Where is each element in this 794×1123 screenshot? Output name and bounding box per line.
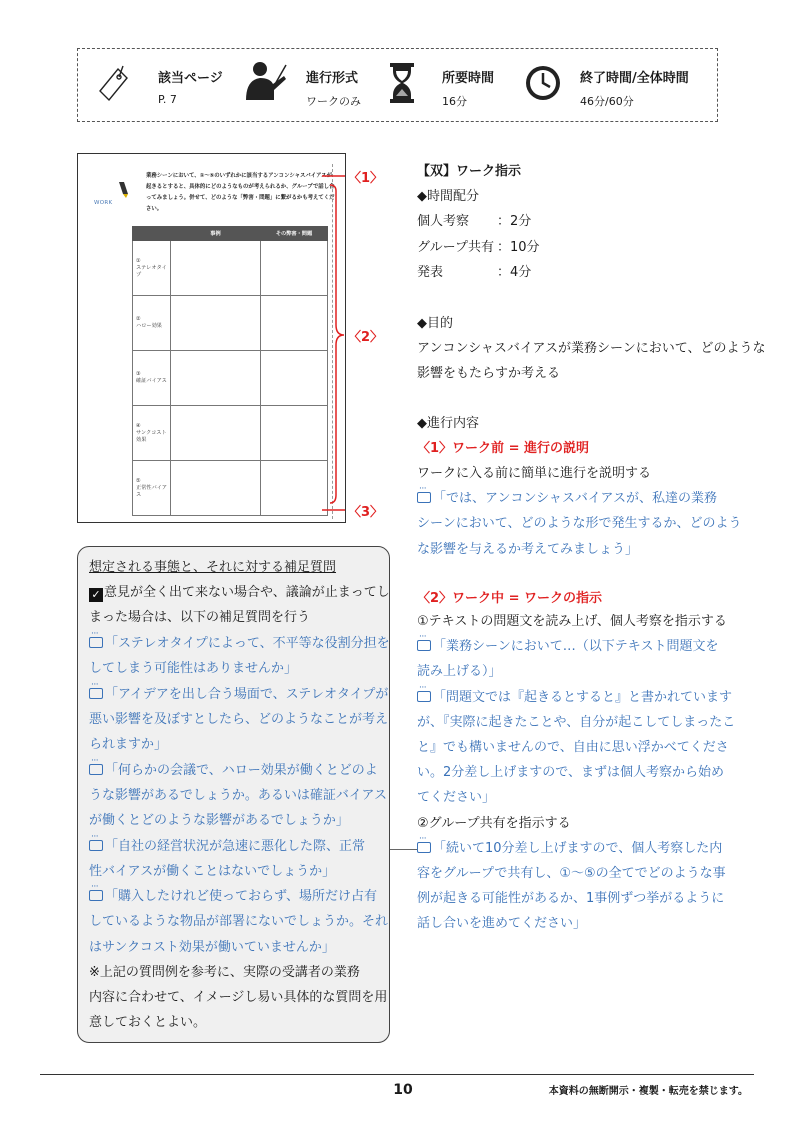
script-line: 話し合いを進めてください」: [417, 916, 587, 931]
row-number: ⑤: [136, 477, 141, 484]
row-number: ②: [136, 316, 141, 322]
script-line: てください」: [417, 790, 496, 805]
row-bias-name: 確証バイアス: [136, 378, 167, 384]
purpose-heading: ◆目的: [417, 316, 453, 331]
end-time-value: 46分/60分: [580, 95, 634, 108]
speech-bubble-icon: [89, 840, 103, 851]
script-line: シーンにおいて、どのような形で発生するか、どのよう: [417, 516, 742, 531]
script-line: ···「問題文では『起きるとすると』と書かれています: [417, 685, 727, 710]
step-bracket-graphic: [320, 165, 360, 525]
time-allocation-heading: ◆時間配分: [417, 189, 479, 204]
question-line: しているような物品が部署にないでしょうか。それ: [89, 914, 389, 929]
step1-heading: 〈1〉ワーク前 = 進行の説明: [417, 441, 589, 456]
speech-bubble-icon: [89, 890, 103, 901]
speech-bubble-icon: [417, 842, 431, 853]
footer-divider: [40, 1074, 754, 1075]
script-line: と』でも構いませんので、自由に思い浮かべてくださ: [417, 740, 729, 755]
question-line: はサンクコスト効果が働いていませんか」: [89, 940, 335, 955]
work-pen-icon: [116, 180, 132, 200]
table-header: [133, 227, 171, 241]
work-instruction-title: 【双】ワーク指示: [417, 164, 522, 179]
page-number: 10: [393, 1082, 413, 1098]
hourglass-icon: [388, 63, 416, 103]
question-line: ···「購入したけれど使っておらず、場所だけ占有: [89, 884, 389, 909]
table-row: [133, 461, 328, 516]
purpose-text: 影響をもたらすか考える: [417, 366, 561, 381]
question-line: 悪い影響を及ぼすとしたら、どのようなことが考え: [89, 712, 389, 727]
time-row-label: 発表: [417, 265, 444, 280]
question-line: ···「ステレオタイプによって、不平等な役割分担を: [89, 631, 389, 656]
time-row-value: ：4分: [497, 265, 532, 280]
script-line: 例が起きる可能性があるか、1事例ずつ挙がるように: [417, 891, 725, 906]
script-line: ···「では、アンコンシャスバイアスが、私達の業務: [417, 486, 727, 511]
table-row: [133, 406, 328, 461]
script-line: ···「業務シーンにおいて…（以下テキスト問題文を: [417, 634, 727, 659]
row-number: ①: [136, 257, 141, 264]
speech-bubble-icon: [89, 764, 103, 775]
speech-bubble-icon: [417, 640, 431, 651]
script-line: な影響を与えるか考えてみましょう」: [417, 542, 639, 557]
questions-note: 意しておくとよい。: [89, 1015, 207, 1030]
purpose-text: アンコンシャスバイアスが業務シーンにおいて、どのような: [417, 341, 766, 356]
row-bias-name: ステレオタイプ: [136, 264, 167, 278]
time-row: [417, 260, 727, 285]
duration-value: 16分: [442, 95, 467, 108]
question-line: が働くとどのような影響があるでしょうか」: [89, 813, 349, 828]
format-value: ワークのみ: [306, 95, 361, 108]
worksheet-instruction: 業務シーンにおいて、①～⑤のいずれかに該当するアンコンシャスバイアスが起きるとすると、具体的にどのようなものが考えられるか、グループで話し合ってみましょう。併せて、どのような「弊害・問題」に繋がるかも考えてください。: [146, 173, 335, 212]
step-marker-2: 〈2〉: [348, 330, 384, 345]
presenter-icon: [240, 60, 288, 102]
script-line: 容をグループで共有し、①～⑤の全てでどのような事: [417, 866, 726, 881]
session-info-box: [77, 48, 718, 122]
speech-bubble-icon: [417, 492, 431, 503]
worksheet-table: [132, 226, 328, 516]
step2-heading: 〈2〉ワーク中 = ワークの指示: [417, 591, 602, 606]
questions-note: ※上記の質問例を参考に、実際の受講者の業務: [89, 965, 360, 980]
question-line: ···「何らかの会議で、ハロー効果が働くとどのよ: [89, 758, 389, 783]
copyright-notice: 本資料の無断開示・複製・転売を禁じます。: [548, 1086, 748, 1097]
questions-title: 想定される事態と、それに対する補足質問: [89, 560, 337, 575]
question-line: してしまう可能性はありませんか」: [89, 661, 298, 676]
row-number: ③: [136, 371, 141, 377]
row-bias-name: ハロー効果: [136, 323, 162, 329]
step-marker-3: 〈3〉: [348, 505, 384, 520]
speech-bubble-icon: [89, 688, 103, 699]
time-row-value: ：10分: [497, 240, 540, 255]
table-row: [133, 241, 328, 296]
step2-text: ①テキストの問題文を読み上げ、個人考察を指示する: [417, 614, 727, 629]
questions-intro: まった場合は、以下の補足質問を行う: [89, 610, 311, 625]
format-label: 進行形式: [306, 71, 359, 86]
progress-heading: ◆進行内容: [417, 416, 479, 431]
end-time-label: 終了時間/全体時間: [580, 71, 689, 86]
table-header: その弊害・問題: [261, 227, 328, 241]
checkbox-icon: ✓: [89, 588, 103, 602]
duration-label: 所要時間: [442, 71, 495, 86]
step2-text: ②グループ共有を指示する: [417, 816, 571, 831]
script-line: が、『実際に起きたことや、自分が起こしてしまったこ: [417, 715, 736, 730]
script-line: ···「続いて10分差し上げますので、個人考察した内: [417, 836, 727, 861]
connector-line: [390, 849, 417, 850]
bookmark-icon: [96, 65, 130, 105]
time-row: [417, 209, 727, 234]
step1-text: ワークに入る前に簡単に進行を説明する: [417, 466, 652, 481]
page-value: P. 7: [158, 93, 177, 106]
question-line: うな影響があるでしょうか。あるいは確証バイアス: [89, 788, 387, 803]
worksheet-thumbnail: [77, 153, 346, 523]
question-line: ···「アイデアを出し合う場面で、ステレオタイプが: [89, 682, 389, 707]
speech-bubble-icon: [89, 637, 103, 648]
step-marker-1: 〈1〉: [348, 171, 384, 186]
row-number: ④: [136, 422, 141, 429]
table-row: [133, 296, 328, 351]
script-line: い。2分差し上げますので、まずは個人考察から始め: [417, 765, 725, 780]
time-row-label: グループ共有: [417, 240, 494, 255]
time-row-value: ：2分: [497, 214, 532, 229]
work-badge: WORK: [94, 200, 113, 206]
script-line: 読み上げる）」: [417, 664, 502, 679]
question-line: ···「自社の経営状況が急速に悪化した際、正常: [89, 834, 389, 859]
row-bias-name: 正常性バイアス: [136, 484, 167, 498]
page-label: 該当ページ: [158, 71, 223, 86]
row-bias-name: サンクコスト効果: [136, 429, 167, 443]
questions-intro: ✓ 意見が全く出て来ない場合や、議論が止まってし: [89, 580, 389, 605]
table-header: 事例: [171, 227, 261, 241]
clock-icon: [525, 65, 561, 101]
speech-bubble-icon: [417, 691, 431, 702]
question-line: られますか」: [89, 737, 168, 752]
questions-note: 内容に合わせて、イメージし易い具体的な質問を用: [89, 990, 388, 1005]
question-line: 性バイアスが働くことはないでしょうか」: [89, 864, 336, 879]
table-row: [133, 351, 328, 406]
time-row-label: 個人考察: [417, 214, 470, 229]
time-row: [417, 235, 727, 260]
